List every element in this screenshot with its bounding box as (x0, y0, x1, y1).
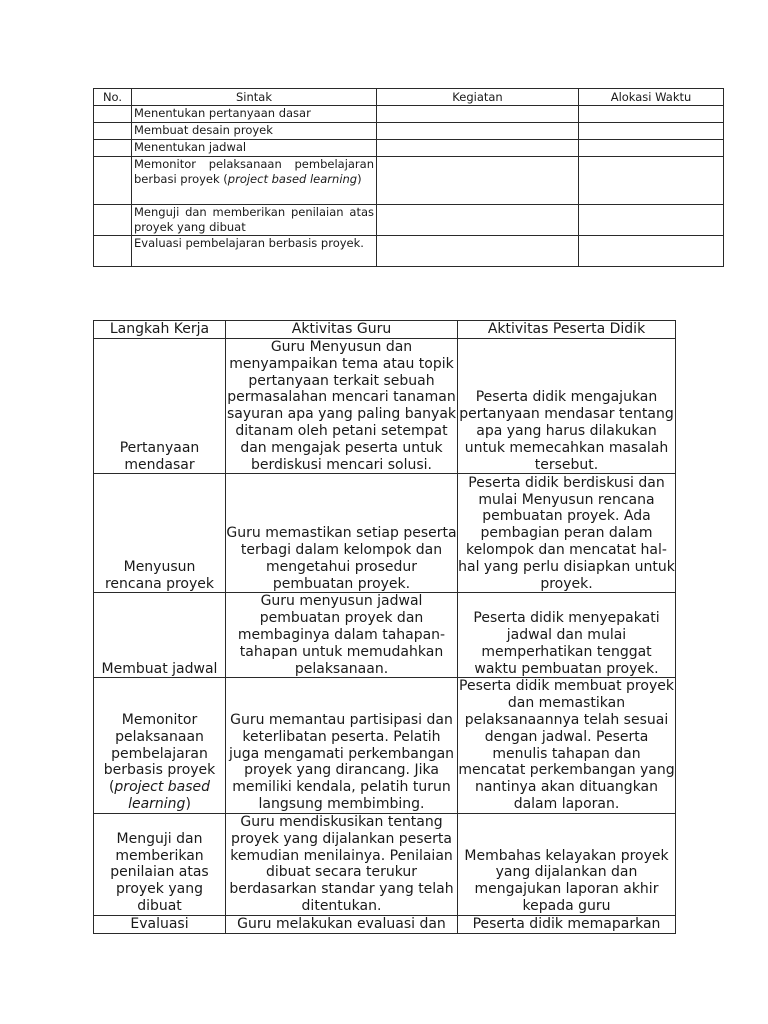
alokasi-cell (579, 123, 724, 140)
langkah-italic-text: project based learning (114, 779, 211, 812)
guru-cell: Guru memastikan setiap peserta terbagi dalam kelompok dan mengetahui prosedur pembuatan proyek. (226, 474, 458, 593)
sintak-cell: Membuat desain proyek (132, 123, 377, 140)
langkah-kerja-table (93, 320, 676, 934)
no-cell (94, 236, 132, 267)
alokasi-cell (579, 106, 724, 123)
table-header-row (94, 321, 676, 339)
kegiatan-cell (377, 140, 579, 157)
alokasi-cell (579, 236, 724, 267)
siswa-cell: Membahas kelayakan proyek yang dijalankan dan mengajukan laporan akhir kepada guru (458, 813, 676, 915)
table-row (94, 140, 724, 157)
sintak-cell: Menentukan jadwal (132, 140, 377, 157)
langkah-text-after: ) (185, 795, 191, 812)
no-cell (94, 123, 132, 140)
header-langkah-kerja: Langkah Kerja (94, 321, 226, 339)
guru-cell: Guru Menyusun dan menyampaikan tema atau topik pertanyaan terkait sebuah permasalahan mencari tanaman sayuran apa yang paling banyak ditanam oleh petani setempat dan mengajak peserta untuk berdiskusi mencari solusi. (226, 339, 457, 473)
sintak-cell: Menguji dan memberikan penilaian atas proyek yang dibuat (132, 205, 377, 236)
guru-cell: Guru memantau partisipasi dan keterlibatan peserta. Pelatih juga mengamati perkembangan proyek yang dirancang. Jika memiliki kendala, pelatih turun langsung membimbing. (226, 678, 458, 813)
siswa-cell: Peserta didik menyepakati jadwal dan mulai memperhatikan tenggat waktu pembuatan proyek. (458, 593, 676, 678)
header-aktivitas-peserta: Aktivitas Peserta Didik (458, 321, 676, 339)
table-row (94, 339, 676, 474)
langkah-cell (94, 678, 226, 813)
guru-cell: Guru melakukan evaluasi dan (226, 915, 458, 933)
sintak-text: Memonitor pelaksanaan pembelajaran berbasi proyek ( (134, 157, 374, 186)
table-row (94, 678, 676, 813)
langkah-cell: Pertanyaan mendasar (94, 339, 226, 474)
table-row (94, 593, 676, 678)
langkah-cell: Menyusun rencana proyek (94, 474, 226, 593)
header-alokasi-waktu: Alokasi Waktu (579, 89, 724, 106)
langkah-cell: Evaluasi (94, 915, 226, 933)
kegiatan-cell (377, 123, 579, 140)
table-row (94, 157, 724, 205)
guru-cell: Guru menyusun jadwal pembuatan proyek dan membaginya dalam tahapan-tahapan untuk memudahkan pelaksanaan. (226, 593, 458, 678)
table-row (94, 205, 724, 236)
sintak-text-after: ) (357, 172, 362, 186)
siswa-cell: Peserta didik membuat proyek dan memastikan pelaksanaannya telah sesuai dengan jadwal. Peserta menulis tahapan dan mencatat perkembangan yang nantinya akan dituangkan dalam laporan. (458, 678, 675, 812)
header-sintak: Sintak (132, 89, 377, 106)
table-row (94, 236, 724, 267)
kegiatan-cell (377, 205, 579, 236)
no-cell (94, 140, 132, 157)
kegiatan-cell (377, 157, 579, 205)
langkah-cell: Membuat jadwal (94, 593, 226, 678)
langkah-text: Memonitor pelaksanaan pembelajaran berbasis proyek ( (103, 711, 216, 796)
sintak-table (93, 88, 724, 267)
table-row (94, 474, 676, 593)
no-cell (94, 205, 132, 236)
table-row (94, 123, 724, 140)
kegiatan-cell (377, 106, 579, 123)
table-row (94, 813, 676, 915)
header-kegiatan: Kegiatan (377, 89, 579, 106)
no-cell (94, 106, 132, 123)
header-no: No. (94, 89, 132, 106)
alokasi-cell (579, 205, 724, 236)
sintak-cell (132, 157, 377, 205)
siswa-cell: Peserta didik mengajukan pertanyaan mendasar tentang apa yang harus dilakukan untuk memecahkan masalah tersebut. (458, 339, 676, 474)
alokasi-cell (579, 157, 724, 205)
header-aktivitas-guru: Aktivitas Guru (226, 321, 458, 339)
no-cell (94, 157, 132, 205)
siswa-cell: Peserta didik memaparkan (458, 915, 676, 933)
siswa-cell: Peserta didik berdiskusi dan mulai Menyusun rencana pembuatan proyek. Ada pembagian peran dalam kelompok dan mencatat hal-hal yang perlu disiapkan untuk proyek. (458, 474, 675, 592)
sintak-cell: Menentukan pertanyaan dasar (132, 106, 377, 123)
table-header-row (94, 89, 724, 106)
sintak-italic-text: project based learning (227, 172, 358, 186)
guru-cell: Guru mendiskusikan tentang proyek yang dijalankan peserta kemudian menilainya. Penilaian dibuat secara terukur berdasarkan standar yang telah ditentukan. (226, 813, 458, 915)
kegiatan-cell (377, 236, 579, 267)
table-row (94, 915, 676, 933)
sintak-cell: Evaluasi pembelajaran berbasis proyek. (132, 236, 377, 267)
alokasi-cell (579, 140, 724, 157)
langkah-cell: Menguji dan memberikan penilaian atas proyek yang dibuat (94, 813, 226, 915)
table-row (94, 106, 724, 123)
